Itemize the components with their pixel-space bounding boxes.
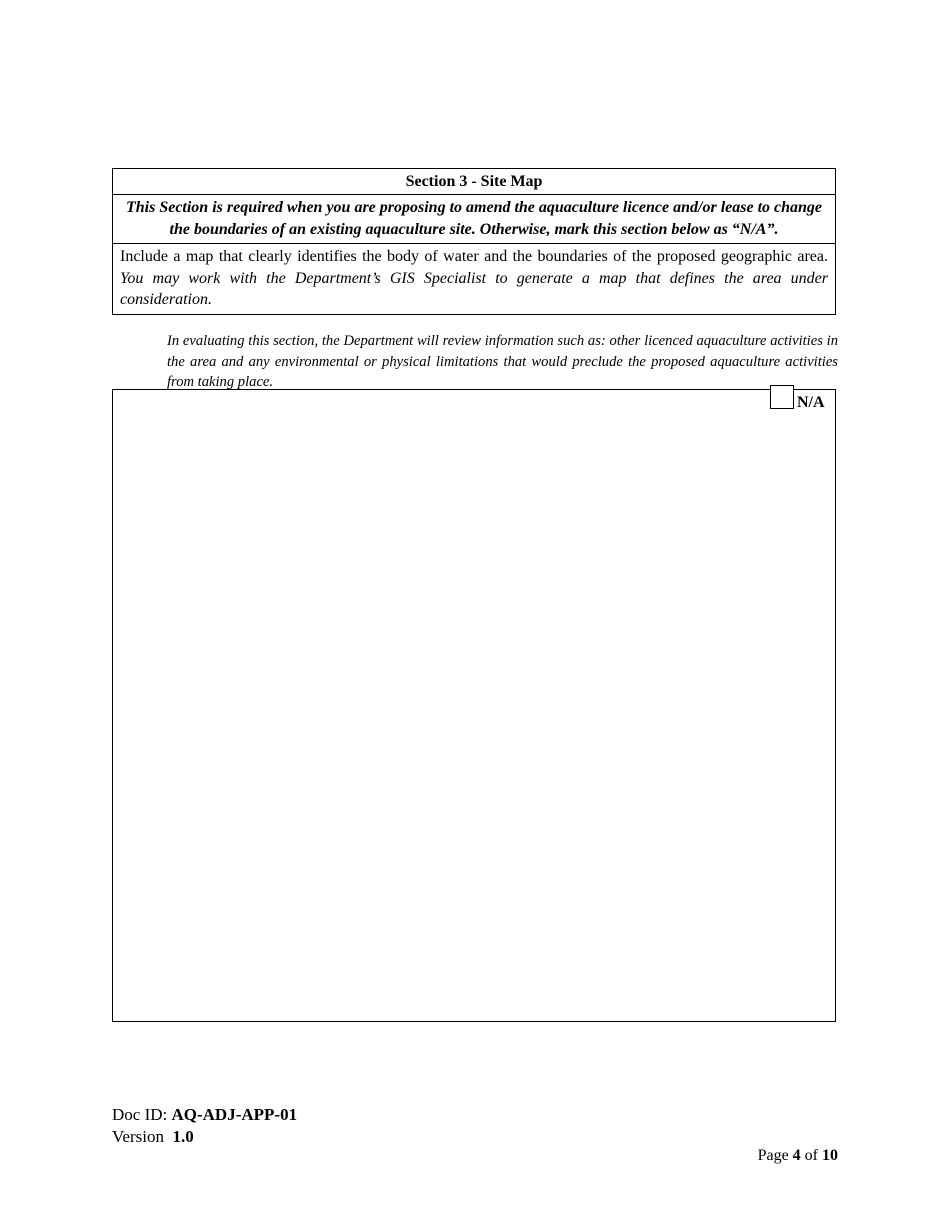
na-label: N/A: [797, 394, 825, 411]
doc-id-line: [112, 1104, 297, 1126]
section-instruction: [113, 244, 835, 314]
section-requirement: This Section is required when you are proposing to amend the aquaculture licence and/or lease to change the boundaries of an existing aquaculture site. Otherwise, mark this section below as “N/A”.: [113, 195, 835, 244]
version-line: [112, 1126, 297, 1148]
page-total: 10: [822, 1147, 838, 1164]
na-checkbox[interactable]: [770, 385, 794, 409]
site-map-area[interactable]: [112, 389, 836, 1022]
page-of: of: [804, 1147, 818, 1164]
page-label: Page: [757, 1147, 789, 1164]
doc-id-value: AQ-ADJ-APP-01: [171, 1105, 298, 1124]
evaluation-note: In evaluating this section, the Department will review information such as: other licenced aquaculture activities in the area and any environmental or physical limitations that would preclude the proposed aquaculture activities from taking place.: [167, 333, 838, 390]
page-number: [758, 1147, 838, 1165]
page-current: 4: [792, 1147, 801, 1164]
doc-id-label: Doc ID:: [112, 1105, 168, 1124]
version-label: Version: [112, 1127, 164, 1146]
instruction-italic: You may work with the Department’s GIS Specialist to generate a map that defines the area under consideration.: [120, 269, 828, 308]
footer-doc-info: [112, 1104, 297, 1148]
version-value: 1.0: [172, 1127, 194, 1146]
section-title: Section 3 - Site Map: [113, 169, 835, 195]
instruction-plain: Include a map that clearly identifies the body of water and the boundaries of the proposed geographic area.: [120, 248, 828, 265]
section-table: [112, 168, 836, 315]
